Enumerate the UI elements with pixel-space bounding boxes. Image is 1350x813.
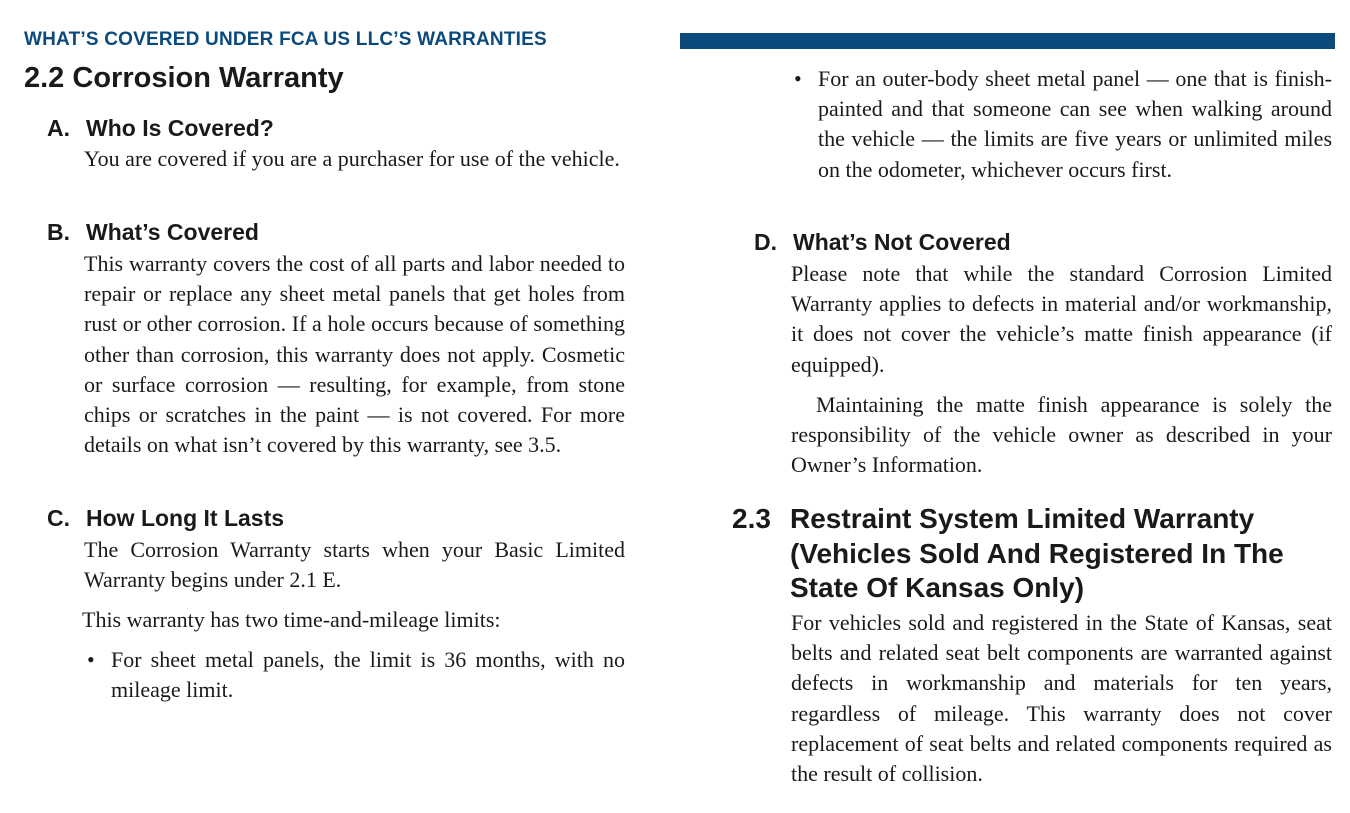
subsection-c-body-2: This warranty has two time-and-mileage limits: [82,607,501,632]
bullet-text-outer-body: For an outer-body sheet metal panel — one that is finish-painted and that someone can see when walking around the vehicle — the limits are five years or unlimited miles on the odometer, whichever occurs first. [818,66,1332,182]
bullet-item-outer-body [794,64,1332,185]
subsection-d-body-1: Please note that while the standard Corrosion Limited Warranty applies to defects in material and/or workmanship, it does not cover the vehicle’s matte finish appearance (if equipped). [791,261,1332,377]
subsection-a-letter: A. [47,115,70,141]
subsection-a-body: You are covered if you are a purchaser for use of the vehicle. [84,146,620,171]
header-rule-bar [680,33,1335,49]
subsection-d-letter: D. [754,229,777,255]
subsection-c-title: How Long It Lasts [86,505,285,531]
subsection-c-letter: C. [47,505,70,531]
subsection-b-body: This warranty covers the cost of all parts and labor needed to repair or replace any sheet metal panels that get holes from rust or other corrosion. If a hole occurs because of something other than corrosion, this warranty does not apply. Cosmetic or surface corrosion — resulting, for example, from stone chips or scratches in the paint — is not covered. For more details on what isn’t covered by this warranty, see 3.5. [84,251,625,458]
subsection-d-body-2: Maintaining the matte finish appearance is solely the responsibility of the vehicle owner as described in your Owner’s Information. [791,392,1332,478]
section-2-3-number: 2.3 [732,503,771,534]
section-title-2-2: 2.2 Corrosion Warranty [24,62,344,94]
section-2-3-body: For vehicles sold and registered in the State of Kansas, seat belts and related seat belt components are warranted against defects in workmanship and materials for ten years, regardless of mileage. This warranty does not cover replacement of seat belts and related components required as the result of collision. [791,610,1332,787]
subsection-b-title: What’s Covered [86,219,259,245]
section-title-2-3 [732,502,1335,606]
subsection-a-heading [47,115,274,142]
bullet-text-sheet-metal: For sheet metal panels, the limit is 36 months, with no mileage limit. [111,647,625,703]
running-header: WHAT’S COVERED UNDER FCA US LLC’S WARRANTIES [24,29,547,50]
section-2-3-title: Restraint System Limited Warranty (Vehicles Sold And Registered In The State Of Kansas Only) [790,503,1284,603]
subsection-c-heading [47,505,284,532]
subsection-b-letter: B. [47,219,70,245]
bullet-dot: • [87,647,95,672]
bullet-item-sheet-metal [87,645,625,705]
subsection-d-heading [754,229,1011,256]
subsection-c-body-1: The Corrosion Warranty starts when your Basic Limited Warranty begins under 2.1 E. [84,537,625,593]
subsection-b-heading [47,219,259,246]
subsection-a-title: Who Is Covered? [86,115,274,141]
subsection-d-title: What’s Not Covered [793,229,1011,255]
bullet-dot: • [794,66,802,91]
